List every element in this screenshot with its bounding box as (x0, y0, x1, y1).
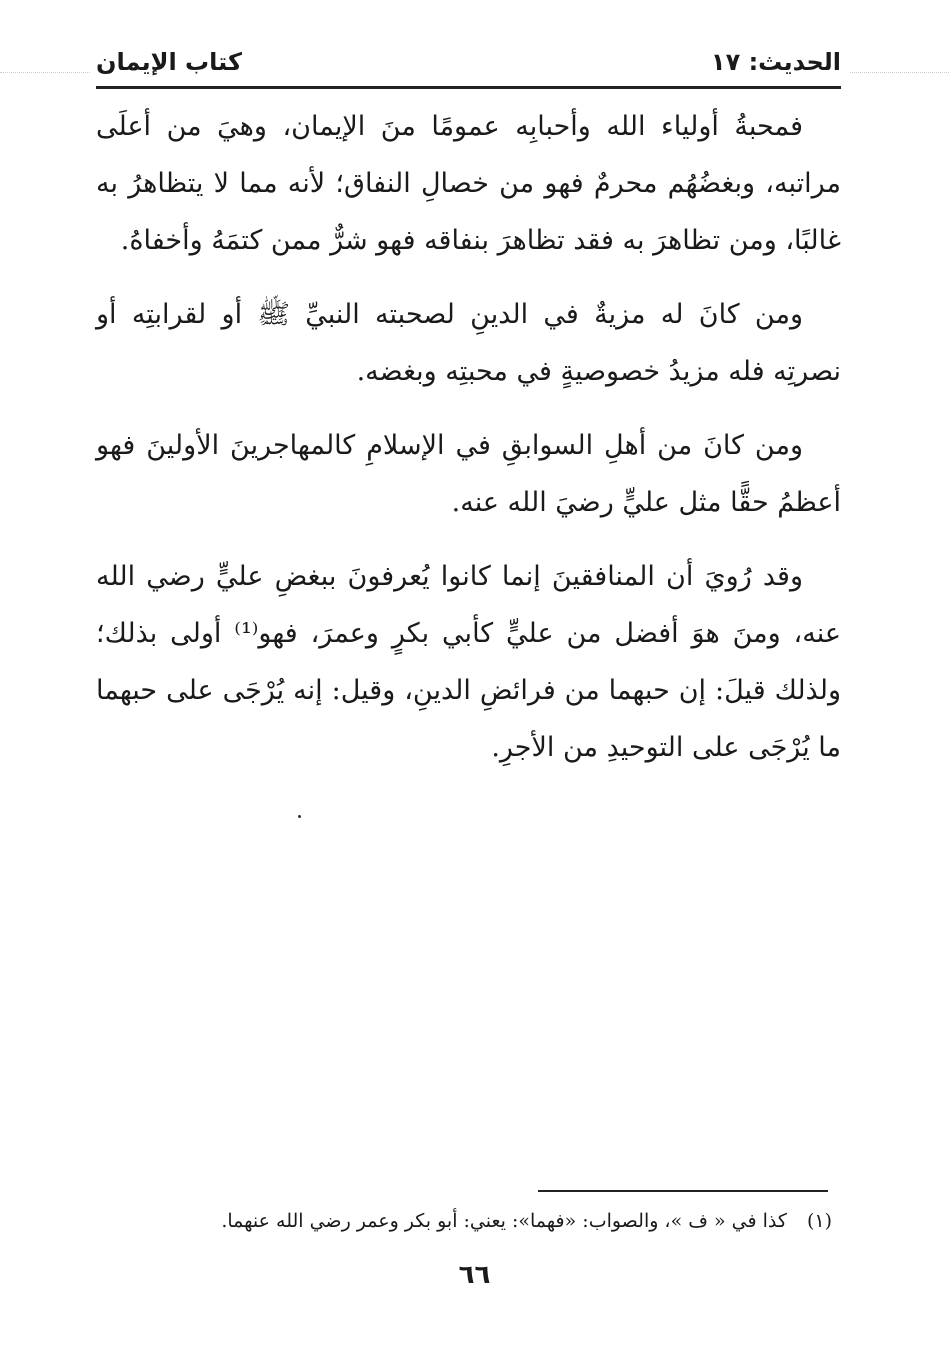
footnote-number: (١) (806, 1210, 832, 1232)
page-number: ٦٦ (458, 1260, 491, 1290)
book-title-header: كتاب الإيمان (96, 48, 242, 76)
paragraph-2: ومن كانَ له مزيةٌ في الدينِ لصحبته النبيِّ ﷺ أو لقرابتِه أو نصرتِه فله مزيدُ خصوصيةٍ في محبتِه وبغضه. (96, 299, 841, 387)
main-text (96, 98, 841, 793)
header-divider (96, 86, 841, 89)
running-header (96, 48, 841, 82)
paragraph-1: فمحبةُ أولياء الله وأحبابِه عمومًا منَ الإيمان، وهيَ من أعلَى مراتبه، وبغضُهُم محرمٌ فهو من خصالِ النفاق؛ لأنه مما لا يتظاهرُ به غالبًا، ومن تظاهرَ به فقد تظاهرَ بنفاقه فهو شرٌّ ممن كتمَهُ وأخفاهُ. (96, 111, 841, 256)
footnote-text: كذا في « ف »، والصواب: «فهما»: يعني: أبو بكر وعمر رضي الله عنهما. (221, 1210, 787, 1232)
scan-artifact-right (850, 72, 949, 73)
paragraph-4: وقد رُويَ أن المنافقينَ إنما كانوا يُعرفونَ ببغضِ عليٍّ رضي الله عنه، ومنَ هوَ أفضل من عليٍّ كأبي بكرٍ وعمرَ، فهو⁽¹⁾ أولى بذلك؛ ولذلك قيلَ: إن حبهما من فرائضِ الدينِ، وقيل: إنه يُرْجَى على حبهما ما يُرْجَى على التوحيدِ من الأجرِ. (96, 561, 841, 763)
scan-speck (298, 815, 301, 818)
footnote-divider (538, 1190, 828, 1192)
paragraph-3: ومن كانَ من أهلِ السوابقِ في الإسلامِ كالمهاجرينَ الأولينَ فهو أعظمُ حقًّا مثل عليٍّ رضيَ الله عنه. (96, 430, 841, 518)
scan-artifact-left (0, 72, 90, 73)
footnote (96, 1206, 832, 1236)
hadith-number-header: الحديث: ١٧ (710, 48, 841, 76)
